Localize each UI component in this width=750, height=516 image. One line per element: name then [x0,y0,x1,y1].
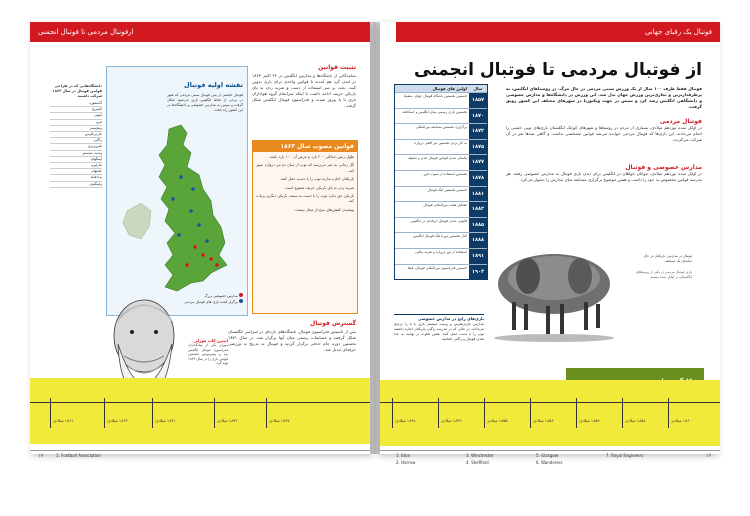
table-row [395,264,487,280]
table-row [395,139,487,155]
rules-1863-box [252,140,358,314]
table-text-cell: تاسیس نخستین باشگاه فوتبال جهان، شفیلد [403,94,467,98]
table-text-cell: تاسیس فدراسیون بین‌المللی فوتبال، فیفا [407,265,467,270]
table-row [395,92,487,108]
right-page-header-band [396,22,720,42]
table-text-cell: استفاده از تور دروازه و ضربه پنالتی [414,249,467,254]
rule-item: بازیکن حق ندارد توپ را با دست به سمت بازیکن دیگری پرتاب کند. [256,193,354,204]
map-city-dot [171,197,175,201]
table-year-cell: ۱۸۵۷ [469,93,487,108]
map-box [106,66,248,316]
left-timeline-tick [104,398,105,428]
growth-box-body: پس از تاسیس فدراسیون فوتبال، باشگاه‌های تازه‌ای در سراسر انگلستان شکل گرفتند و مسابقات رسمی میان آنها برگزار شد. در سال ۱۸۷۱ نخستین دوره جام حذفی برگزار گردید و فوتبال به تدریج به ورزشی حرفه‌ای تبدیل شد. [228,329,356,352]
table-row [395,217,487,233]
legend-item-1: مدارس خصوصی بزرگ [204,294,238,298]
right-timeline-tick [668,398,669,428]
map-city-dot [189,209,193,213]
section-schools-title: مدارس خصوصی و فوتبال [625,164,702,171]
right-footnote: 2. Harrow [396,460,416,465]
left-timeline-tick [50,398,51,428]
right-footer-line [380,450,720,451]
right-timeline-label: ۱۸۵۵ میلادی [487,418,508,423]
ireland-shape [123,203,151,239]
right-timeline-label: ۱۸۶۰ میلادی [671,418,692,423]
left-timeline-label: ۱۸۷۷ میلادی [269,418,290,423]
table-text-cell: نخستین استفاده از سوت داور [423,171,467,176]
right-timeline-label: ۱۸۵۸ میلادی [625,418,646,423]
table-year-cell: ۱۸۷۵ [469,140,487,155]
rule-item: پوشیدن کفش‌های میخ‌دار مجاز نیست. [294,206,354,212]
right-timeline-tick [392,398,393,428]
universities-list [50,84,102,188]
university-item: کمبریج [50,107,102,113]
university-item: ولینگتون [50,182,102,188]
school-games-box [394,314,484,342]
left-timeline-label: ۱۸۶۳ میلادی [107,418,128,423]
portrait-caption-name: ایبنزر کاب مورلی [193,338,228,343]
right-page-number: ۱۶ [706,453,712,459]
school-games-body: مدارس چارترهاوس و وست مینستر بازی با پا را ترجیح می‌دادند، در حالی که در مدرسه راگبی بازیکنان اجازه داشتند توپ را با دست حمل کنند. همین تفاوت در نهایت به جدا شدن فوتبال و راگبی انجامید. [394,322,484,341]
table-year-cell: ۱۹۰۴ [469,265,487,280]
university-item: آپینگهام [50,157,102,163]
portrait-caption-body: مورلی یکی از بنیانگذاران فدراسیون فوتبال انگلیس بود و پیش‌نویس نخستین قوانین بازی را در سال ۱۸۶۳ تهیه کرد. [188,343,228,366]
table-text-cell: نخستین بازی رسمی میان انگلیس و اسکاتلند [402,109,467,114]
rule-item: طول زمین حداکثر ۲۰۰ یارد و عرض آن ۱۰۰ یارد باشد. [268,154,354,159]
right-footnote: 4. Sheffield [466,460,489,465]
timeline-title-band [566,368,704,380]
table-row [395,170,487,186]
left-page [30,22,370,459]
firsts-table [394,84,488,280]
table-text-cell: به کار بردن نخستین تیر افقی دروازه [414,140,467,145]
universities-list-title: دانشگاه‌هایی که در طراحی قوانین فوتبال در سال ۱۸۶۳ شرکت داشتند [52,84,102,98]
university-item: برادفیلد [50,175,102,181]
university-item: راگبی [50,138,102,144]
growth-box [228,320,356,353]
university-item: آکسفورد [50,101,102,107]
right-footnote: 7. Royal Engineers [606,453,644,458]
right-timeline-tick [576,398,577,428]
left-page-header: ارفوتبال مردمی تا فوتبال انجمنی [38,28,134,36]
table-text-cell: یکسان شدن قوانین فوتبال لندن و شفیلد [408,156,467,161]
school-games-title: بازی‌های رایج در مدارس خصوصی [417,316,484,321]
left-page-number: ۱۷ [38,453,44,459]
section-folk-title: فوتبال مردمی [659,118,702,125]
rule-item: بازیکنان اجازه ندارند توپ را با دست حمل کنند. [279,176,354,182]
table-row [395,123,487,139]
map-city-dot [191,187,195,191]
table-text-cell: قانونی شدن فوتبال حرفه‌ای در انگلیس [410,218,467,223]
table-year-cell: ۱۸۸۲ [469,202,487,217]
legend-blue-dot-icon [239,299,243,303]
rule-item: ضربه زدن به پای بازیکن حریف ممنوع است. [284,184,354,190]
rule-item: گل زمانی به ثمر می‌رسد که توپ از میان دو تیر دروازه عبور کند. [256,162,354,173]
left-page-header-band [30,22,370,42]
left-timeline-label: ۱۸۷۱ میلادی [155,418,176,423]
section-folk-body: در اوایل سده نوزدهم میلادی، بسیاری از مردم در روستاها و شهرهای کوچک انگلستان بازی‌های توپی خشنی را انجام می‌دادند. این بازی‌ها که فوتبال مردمی خوانده می‌شد قوانین مشخصی نداشت و گاهی صدها نفر در آن شرکت می‌کردند. [506,125,702,142]
right-timeline-tick [530,398,531,428]
table-row [395,201,487,217]
right-page-header: فوتبال یک رقبای جهانی [644,28,712,36]
table-year-cell: ۱۸۸۱ [469,187,487,202]
left-timeline-strip [30,378,370,444]
section-folk-football [506,118,702,143]
table-header-club: اولین های فوتبال [432,86,467,91]
right-timeline-label: ۱۸۵۷ میلادی [579,418,600,423]
left-timeline-axis [30,402,370,403]
table-year-cell: ۱۸۸۸ [469,233,487,248]
map-city-dot [205,239,209,243]
map-box-body: فوتبال انجمنی از پس فوتبال سنتی مردمی که هنوز در برخی از نقاط انگلیس بازی می‌شود شکل گرفت و سپس به مدارس خصوصی و دانشگاه‌ها در این کشور راه یافت. [167,93,243,112]
right-timeline-tick [484,398,485,428]
table-row [395,232,487,248]
right-footnote: 5. Glasgow [536,453,559,458]
university-item: چلتنهام [50,169,102,175]
folk-football-photo [488,218,620,348]
map-city-dot [197,223,201,227]
table-year-cell: ۱۸۸۵ [469,218,487,233]
section-schools-body: در اوایل سده نوزدهم میلادی، جوانان خواهان در انگلیس برای دیدن بازی فوتبال به مدارس خصوصی رفتند. هر مدرسه قوانین مخصوص به خود را داشت و همین موضوع برگزاری مسابقه میان مدارس را دشوار می‌کرد. [506,171,702,182]
table-text-cell: آغاز نخستین دوره لیگ فوتبال انگلیس [413,234,467,239]
table-text-cell: برگزاری نخستین مسابقه بین‌المللی [415,125,467,130]
right-footnote: 1. Eton [396,453,411,458]
left-timeline-label: ۱۸۶۱ میلادی [53,418,74,423]
table-year-cell: ۱۸۷۰ [469,109,487,124]
map-city-dot [209,257,213,261]
legend-red-dot-icon [239,293,243,297]
left-footer-line [30,450,370,451]
university-item: وینچستر [50,126,102,132]
photo-note: فوتبال در مدارس: بازیکنان در حال تماشای یک مسابقه [643,254,692,263]
table-year-cell: ۱۸۷۸ [469,171,487,186]
rules-1863-title: قوانین مصوب سال ۱۸۶۳ [253,141,357,152]
table-header-year: سال [473,86,483,91]
map-city-dot [193,245,197,249]
map-city-dot [185,263,189,267]
right-timeline-label: ۱۸۴۸ میلادی [395,418,416,423]
table-year-cell: ۱۸۷۷ [469,155,487,170]
map-box-title: نقشه اولیه فوتبال [183,81,243,89]
left-timeline-tick [266,398,267,428]
right-timeline-strip [380,380,720,446]
rules-box-title: تثبیت قوانین [318,64,356,71]
page-title: از فوتبال مردمی تا فوتبال انجمنی [413,60,702,80]
left-timeline-label: ۱۸۷۲ میلادی [217,418,238,423]
map-city-dot [215,263,219,267]
rules-box-body: نمایندگانی از باشگاه‌ها و مدارس انگلیس در ۲۶ اکتبر ۱۸۶۳ در لندن گرد هم آمدند تا قوانین واحدی برای بازی تدوین کنند. بحث بر سر استفاده از دست و ضربه زدن به پای بازیکن حریف ادامه داشت تا اینکه سرانجام گروه هواداران بازی با پا پیروز شدند و فدراسیون فوتبال انگلیس شکل گرفت. [252,73,356,108]
university-item: شروزبری [50,144,102,150]
table-row [395,186,487,202]
university-item: چارترهاوس [50,132,102,138]
right-timeline-label: ۱۸۵۶ میلادی [533,418,554,423]
map-city-dot [177,233,181,237]
table-row [395,248,487,264]
right-timeline-tick [438,398,439,428]
right-footnote: 3. Winchester [466,453,494,458]
table-row [395,154,487,170]
table-year-cell: ۱۸۷۲ [469,124,487,139]
left-timeline-tick [214,398,215,428]
left-footnote: 1. Football Association [56,453,101,458]
right-page [380,22,720,465]
university-item: هرو [50,120,102,126]
university-item: ایتون [50,113,102,119]
right-timeline-tick [622,398,623,428]
map-city-dot [201,253,205,257]
rules-box [252,64,356,109]
right-timeline-axis [380,402,720,403]
table-text-cell: تاسیس نخستین لیگ فوتبال [427,187,467,192]
university-item: وست مینستر [50,151,102,157]
table-row [395,108,487,124]
left-timeline-tick [152,398,153,428]
section-schools [506,164,702,183]
table-year-cell: ۱۸۹۱ [469,249,487,264]
growth-box-title: گسترش فوتبال [310,320,356,327]
portrait-caption [188,338,228,366]
intro-text: فوتبال فقط ظرف ۱۰۰ سال از یک ورزش سنتی مردمی در حال مرگ، در روستاهای انگلیس، به پرطرفدارترین و تجاری‌ترین ورزش جهان بدل شد. این ورزش در دانشگاه‌ها و مدارس خصوصی و دانشگاهی انگلیس رشد کرد و سپس در جهت ویکتوریا در شهرهای مختلف این کشور رونق گرفت. [506,86,702,109]
right-timeline-label: ۱۸۴۹ میلادی [441,418,462,423]
right-footnote: 6. Wanderers [536,460,563,465]
map-city-dot [179,175,183,179]
legend-item-2: برگزار کننده بازی های فوتبال مردمی [184,300,238,304]
table-text-cell: تشکیل هیئت بین‌المللی فوتبال [423,203,467,208]
photo-caption: بازی فوتبال مردمی در یکی از روستاهای انگلستان در اوایل سده بیستم [635,270,692,279]
university-item: مارلبرو [50,163,102,169]
